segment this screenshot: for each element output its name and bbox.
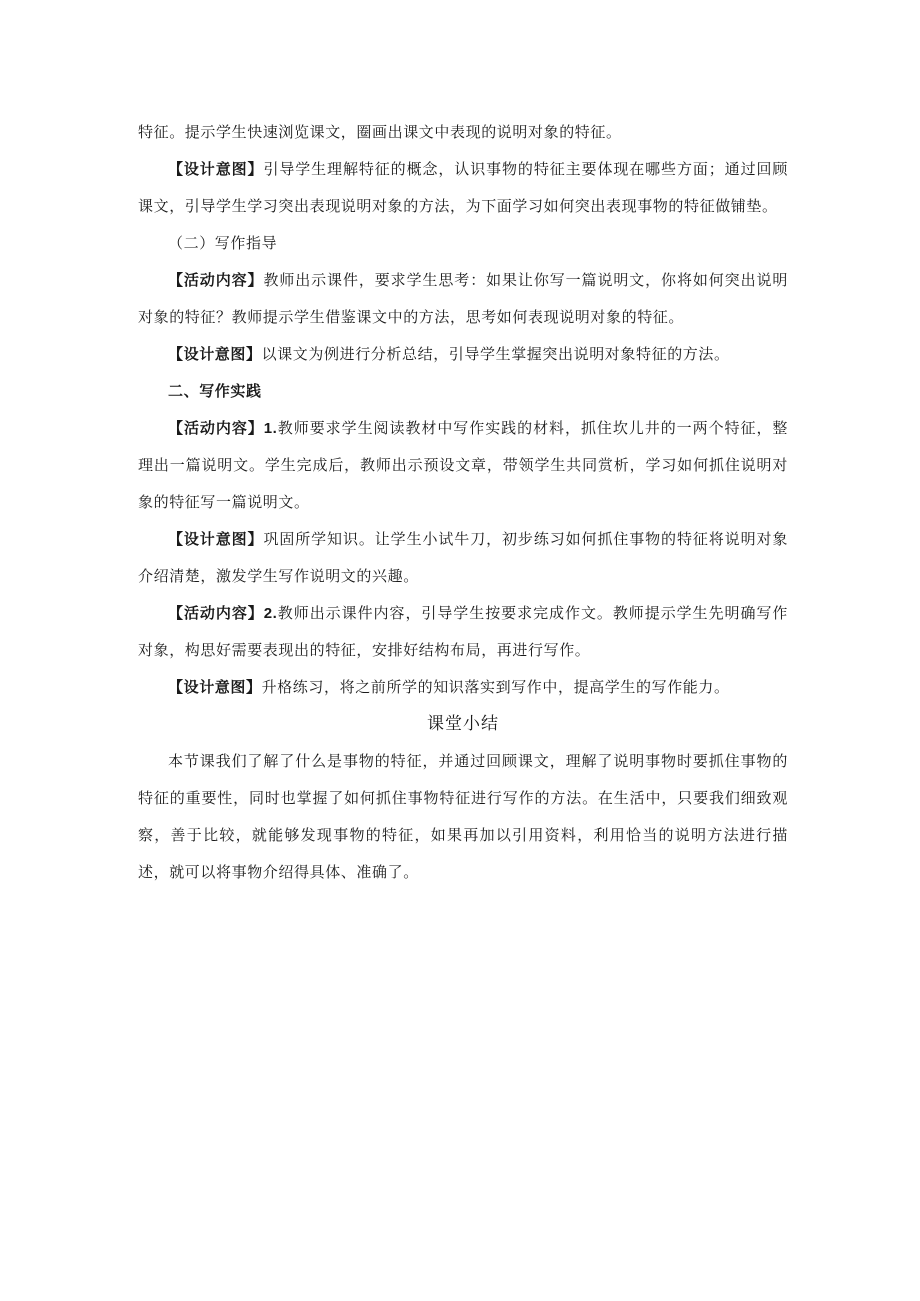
activity-content-tag: 【活动内容】: [168, 419, 264, 437]
design-intent-tag: 【设计意图】: [168, 345, 262, 363]
paragraph-5-text: 以课文为例进行分析总结，引导学生掌握突出说明对象特征的方法。: [261, 345, 730, 363]
activity-content-tag: 【活动内容】: [168, 604, 264, 622]
paragraph-1: [138, 114, 788, 151]
paragraph-7-text: 巩固所学知识。让学生小试牛刀，初步练习如何抓住事物的特征将说明对象介绍清楚，激发学生写作说明文的兴趣。: [138, 530, 788, 585]
summary-paragraph: [138, 743, 788, 891]
summary-title: [138, 706, 788, 743]
paragraph-6-text: 教师要求学生阅读教材中写作实践的材料，抓住坎儿井的一两个特征，整理出一篇说明文。学生完成后，教师出示预设文章，带领学生共同赏析，学习如何抓住说明对象的特征写一篇说明文。: [138, 419, 788, 511]
subsection-heading-writing-guidance: [138, 225, 788, 262]
paragraph-2: [138, 151, 788, 225]
item-number: 1.: [263, 420, 278, 437]
paragraph-1-text: 特征。提示学生快速浏览课文，圈画出课文中表现的说明对象的特征。: [138, 123, 622, 141]
design-intent-tag: 【设计意图】: [168, 678, 262, 696]
paragraph-8-text: 教师出示课件内容，引导学生按要求完成作文。教师提示学生先明确写作对象，构思好需要表现出的特征，安排好结构布局，再进行写作。: [138, 604, 788, 659]
section-heading-text: 二、写作实践: [168, 383, 262, 400]
paragraph-6: [138, 410, 788, 521]
activity-content-tag: 【活动内容】: [168, 271, 264, 289]
paragraph-8: [138, 595, 788, 669]
design-intent-tag: 【设计意图】: [168, 530, 264, 548]
item-number: 2.: [263, 605, 278, 622]
paragraph-5: [138, 336, 788, 373]
paragraph-2-text: 引导学生理解特征的概念，认识事物的特征主要体现在哪些方面；通过回顾课文，引导学生学习突出表现说明对象的方法，为下面学习如何突出表现事物的特征做铺垫。: [138, 160, 788, 215]
section-heading-writing-practice: [138, 373, 788, 410]
paragraph-4-text: 教师出示课件，要求学生思考：如果让你写一篇说明文，你将如何突出说明对象的特征？教师提示学生借鉴课文中的方法，思考如何表现说明对象的特征。: [138, 271, 788, 326]
summary-text: 本节课我们了解了什么是事物的特征，并通过回顾课文，理解了说明事物时要抓住事物的特征的重要性，同时也掌握了如何抓住事物特征进行写作的方法。在生活中，只要我们细致观察，善于比较，就能够发现事物的特征，如果再加以引用资料，利用恰当的说明方法进行描述，就可以将事物介绍得具体、准确了。: [138, 752, 788, 881]
paragraph-9: [138, 669, 788, 706]
design-intent-tag: 【设计意图】: [168, 160, 264, 178]
paragraph-7: [138, 521, 788, 595]
paragraph-4: [138, 262, 788, 336]
document-body: [138, 114, 788, 891]
subsection-heading-text: （二）写作指导: [168, 234, 278, 252]
paragraph-9-text: 升格练习，将之前所学的知识落实到写作中，提高学生的写作能力。: [261, 678, 730, 696]
summary-title-text: 课堂小结: [427, 714, 499, 734]
